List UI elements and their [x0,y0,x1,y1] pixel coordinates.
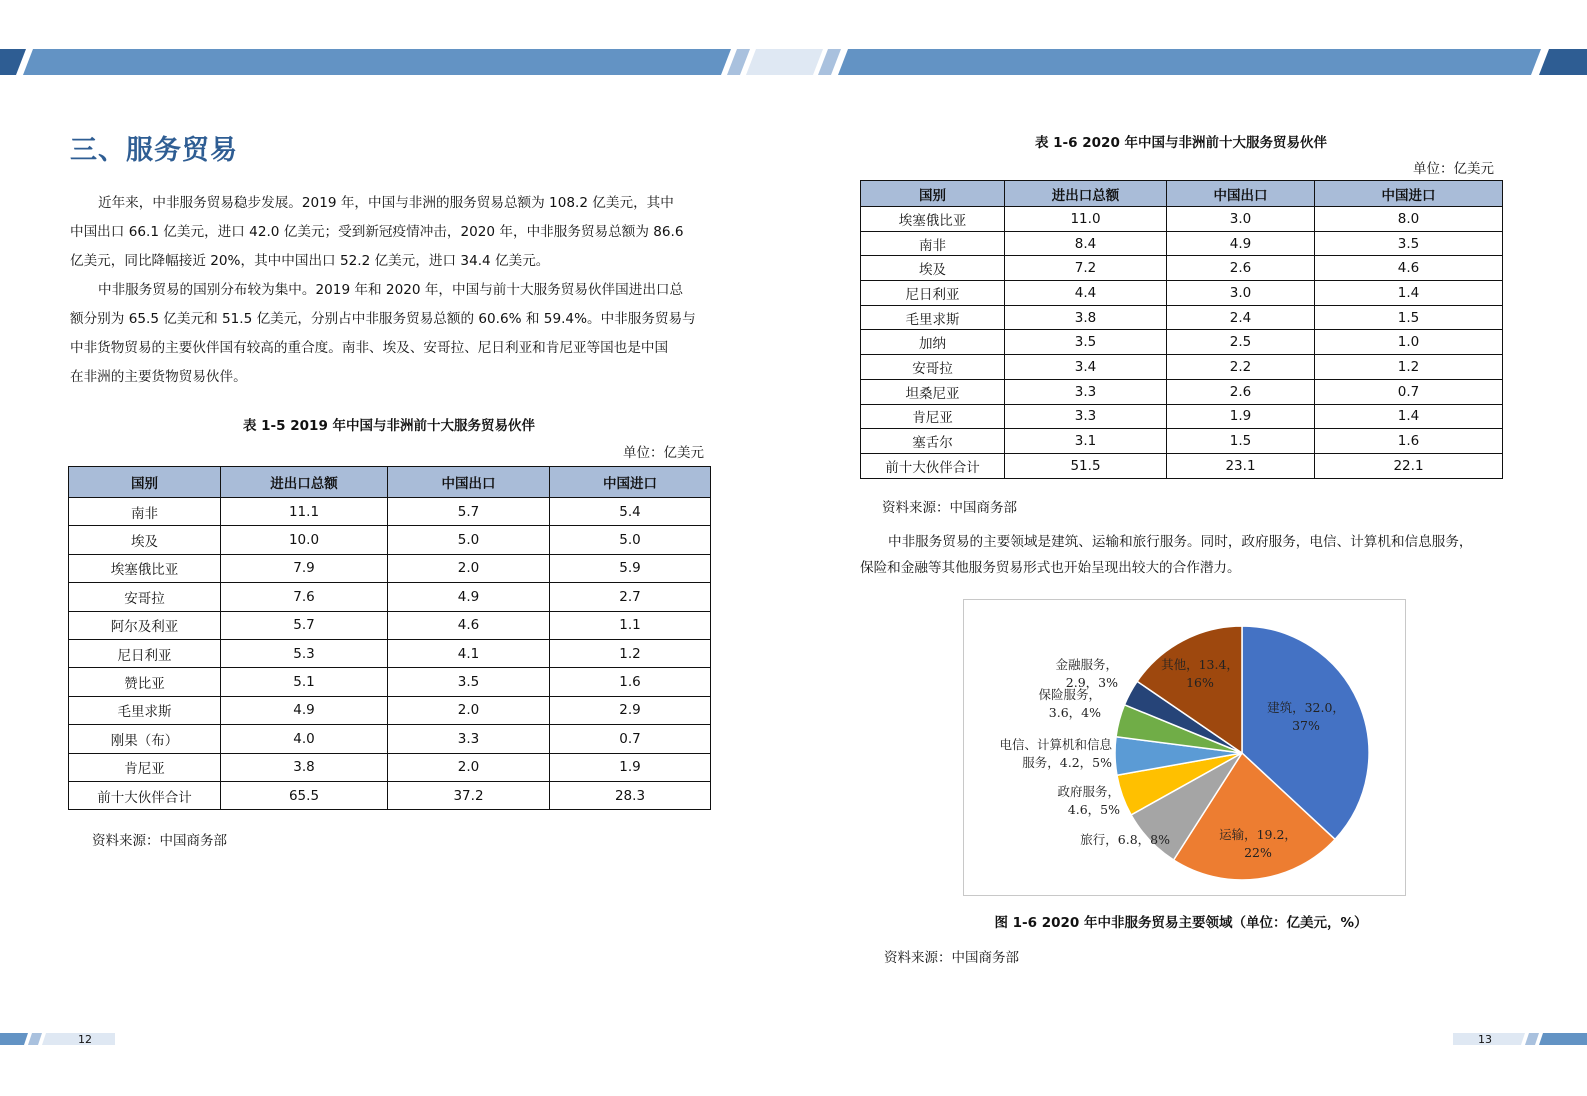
table-row [69,668,711,696]
column-header: 进出口总额 [221,467,388,498]
export-cell: 3.3 [388,725,550,753]
table-1-6-unit: 单位：亿美元 [1413,161,1494,177]
export-cell: 4.9 [388,583,550,611]
country-cell: 毛里求斯 [69,696,221,724]
table-row [69,725,711,753]
country-cell: 赞比亚 [69,668,221,696]
export-cell: 1.5 [1167,429,1315,454]
table-header-row [69,467,711,498]
table-row [69,753,711,781]
import-cell: 1.5 [1315,305,1503,330]
sectors-paragraph [860,529,1502,581]
country-cell: 埃塞俄比亚 [861,207,1005,232]
total-cell: 11.1 [221,498,388,526]
total-cell: 4.9 [221,696,388,724]
column-header: 中国进口 [1315,181,1503,207]
table-total-row [69,781,711,809]
section-title: 三、服务贸易 [70,135,238,166]
export-cell: 2.5 [1167,330,1315,355]
export-cell: 4.1 [388,639,550,667]
page-number-right: 13 [1478,1033,1492,1046]
total-cell: 5.7 [221,611,388,639]
import-cell: 8.0 [1315,207,1503,232]
import-cell: 1.6 [1315,429,1503,454]
table-total-row [861,453,1503,478]
pie-slice-label: 政府服务， 4.6，5% [1057,784,1120,817]
country-cell: 南非 [861,231,1005,256]
column-header: 进出口总额 [1005,181,1167,207]
paragraph-line: 中非服务贸易的国别分布较为集中。2019 年和 2020 年，中国与前十大服务贸易伙伴国进出口总 [98,282,684,298]
country-cell: 毛里求斯 [861,305,1005,330]
import-cell: 5.0 [550,526,711,554]
export-cell: 2.6 [1167,379,1315,404]
export-cell: 2.2 [1167,355,1315,380]
column-header: 中国进口 [550,467,711,498]
import-cell: 28.3 [550,781,711,809]
table-row [69,611,711,639]
table-1-5 [68,466,711,810]
country-cell: 塞舌尔 [861,429,1005,454]
paragraph-line: 保险和金融等其他服务贸易形式也开始呈现出较大的合作潜力。 [860,560,1241,576]
country-cell: 尼日利亚 [861,281,1005,306]
pie-slice-label: 旅行，6.8，8% [1080,832,1170,847]
column-header: 中国出口 [1167,181,1315,207]
figure-1-6-caption: 图 1-6 2020 年中非服务贸易主要领域（单位：亿美元，%） [994,915,1368,931]
table-row [861,429,1503,454]
total-cell: 7.2 [1005,256,1167,281]
paragraph-line: 中国出口 66.1 亿美元，进口 42.0 亿美元；受到新冠疫情冲击，2020 年，中非服务贸易总额为 86.6 [70,224,684,240]
total-cell: 3.4 [1005,355,1167,380]
total-cell: 3.8 [221,753,388,781]
export-cell: 3.0 [1167,281,1315,306]
column-header: 国别 [69,467,221,498]
table-row [861,330,1503,355]
country-cell: 加纳 [861,330,1005,355]
country-cell: 南非 [69,498,221,526]
import-cell: 1.6 [550,668,711,696]
paragraph-line: 额分别为 65.5 亿美元和 51.5 亿美元，分别占中非服务贸易总额的 60.6% 和 59.4%。中非服务贸易与 [70,311,696,327]
total-cell: 5.1 [221,668,388,696]
column-header: 国别 [861,181,1005,207]
pie-slice-label: 保险服务， 3.6，4% [1038,687,1101,720]
table-row [861,207,1503,232]
total-cell: 51.5 [1005,453,1167,478]
import-cell: 1.0 [1315,330,1503,355]
table-row [861,231,1503,256]
table-1-6-source: 资料来源：中国商务部 [882,500,1017,516]
export-cell: 2.4 [1167,305,1315,330]
import-cell: 1.1 [550,611,711,639]
country-cell: 前十大伙伴合计 [69,781,221,809]
country-cell: 坦桑尼亚 [861,379,1005,404]
total-cell: 65.5 [221,781,388,809]
pie-chart [963,599,1406,896]
import-cell: 0.7 [550,725,711,753]
country-cell: 尼日利亚 [69,639,221,667]
table-1-6 [860,180,1503,479]
paragraph-line: 中非服务贸易的主要领域是建筑、运输和旅行服务。同时，政府服务，电信、计算机和信息服务， [888,534,1473,550]
pie-slice-label: 运输，19.2， 22% [1219,827,1297,860]
export-cell: 5.7 [388,498,550,526]
table-row [861,256,1503,281]
footer-bar-left [0,1033,115,1045]
import-cell: 2.7 [550,583,711,611]
total-cell: 3.3 [1005,404,1167,429]
import-cell: 3.5 [1315,231,1503,256]
country-cell: 埃及 [69,526,221,554]
table-row [69,696,711,724]
export-cell: 3.0 [1167,207,1315,232]
import-cell: 4.6 [1315,256,1503,281]
export-cell: 37.2 [388,781,550,809]
total-cell: 10.0 [221,526,388,554]
import-cell: 22.1 [1315,453,1503,478]
total-cell: 7.9 [221,554,388,582]
total-cell: 3.8 [1005,305,1167,330]
total-cell: 8.4 [1005,231,1167,256]
import-cell: 1.4 [1315,281,1503,306]
import-cell: 1.4 [1315,404,1503,429]
paragraph-line: 中非货物贸易的主要伙伴国有较高的重合度。南非、埃及、安哥拉、尼日利亚和肯尼亚等国也是中国 [70,340,669,356]
table-1-5-caption: 表 1-5 2019 年中国与非洲前十大服务贸易伙伴 [242,418,536,434]
table-1-5-source: 资料来源：中国商务部 [92,833,227,849]
import-cell: 5.4 [550,498,711,526]
column-header: 中国出口 [388,467,550,498]
pie-slice-label: 其他，13.4， 16% [1161,657,1239,690]
table-row [69,639,711,667]
table-row [69,498,711,526]
total-cell: 7.6 [221,583,388,611]
import-cell: 1.2 [1315,355,1503,380]
export-cell: 23.1 [1167,453,1315,478]
country-cell: 安哥拉 [861,355,1005,380]
export-cell: 1.9 [1167,404,1315,429]
country-cell: 阿尔及利亚 [69,611,221,639]
table-row [861,305,1503,330]
paragraph-line: 近年来，中非服务贸易稳步发展。2019 年，中国与非洲的服务贸易总额为 108.2 亿美元，其中 [98,195,674,211]
country-cell: 刚果（布） [69,725,221,753]
table-1-6-caption: 表 1-6 2020 年中国与非洲前十大服务贸易伙伴 [1034,135,1328,151]
table-1-5-unit: 单位：亿美元 [623,445,704,461]
total-cell: 5.3 [221,639,388,667]
import-cell: 1.9 [550,753,711,781]
table-row [861,281,1503,306]
country-cell: 安哥拉 [69,583,221,611]
paragraph-line: 在非洲的主要货物贸易伙伴。 [70,369,247,385]
country-cell: 肯尼亚 [861,404,1005,429]
pie-slice-label: 电信、计算机和信息服务，4.2，5% [999,737,1112,770]
import-cell: 0.7 [1315,379,1503,404]
footer-bar-right [1453,1033,1587,1045]
table-row [861,404,1503,429]
paragraph-line: 亿美元，同比降幅接近 20%，其中中国出口 52.2 亿美元，进口 34.4 亿美元。 [70,253,550,269]
pie-slice-label: 建筑，32.0， 37% [1267,700,1345,733]
country-cell: 埃及 [861,256,1005,281]
export-cell: 3.5 [388,668,550,696]
export-cell: 2.0 [388,753,550,781]
import-cell: 5.9 [550,554,711,582]
export-cell: 4.9 [1167,231,1315,256]
total-cell: 3.5 [1005,330,1167,355]
country-cell: 前十大伙伴合计 [861,453,1005,478]
distribution-paragraph [70,276,712,392]
total-cell: 11.0 [1005,207,1167,232]
total-cell: 3.1 [1005,429,1167,454]
export-cell: 2.0 [388,554,550,582]
export-cell: 2.6 [1167,256,1315,281]
pie-slice-label: 金融服务， 2.9，3% [1055,657,1118,690]
export-cell: 5.0 [388,526,550,554]
table-row [69,583,711,611]
total-cell: 4.0 [221,725,388,753]
intro-paragraph [70,189,712,276]
export-cell: 4.6 [388,611,550,639]
export-cell: 2.0 [388,696,550,724]
page-number-left: 12 [78,1033,92,1046]
top-banner [0,49,1587,75]
country-cell: 肯尼亚 [69,753,221,781]
total-cell: 4.4 [1005,281,1167,306]
total-cell: 3.3 [1005,379,1167,404]
import-cell: 1.2 [550,639,711,667]
table-row [861,379,1503,404]
table-row [69,554,711,582]
figure-1-6-source: 资料来源：中国商务部 [884,950,1019,966]
import-cell: 2.9 [550,696,711,724]
country-cell: 埃塞俄比亚 [69,554,221,582]
table-row [69,526,711,554]
table-row [861,355,1503,380]
table-header-row [861,181,1503,207]
